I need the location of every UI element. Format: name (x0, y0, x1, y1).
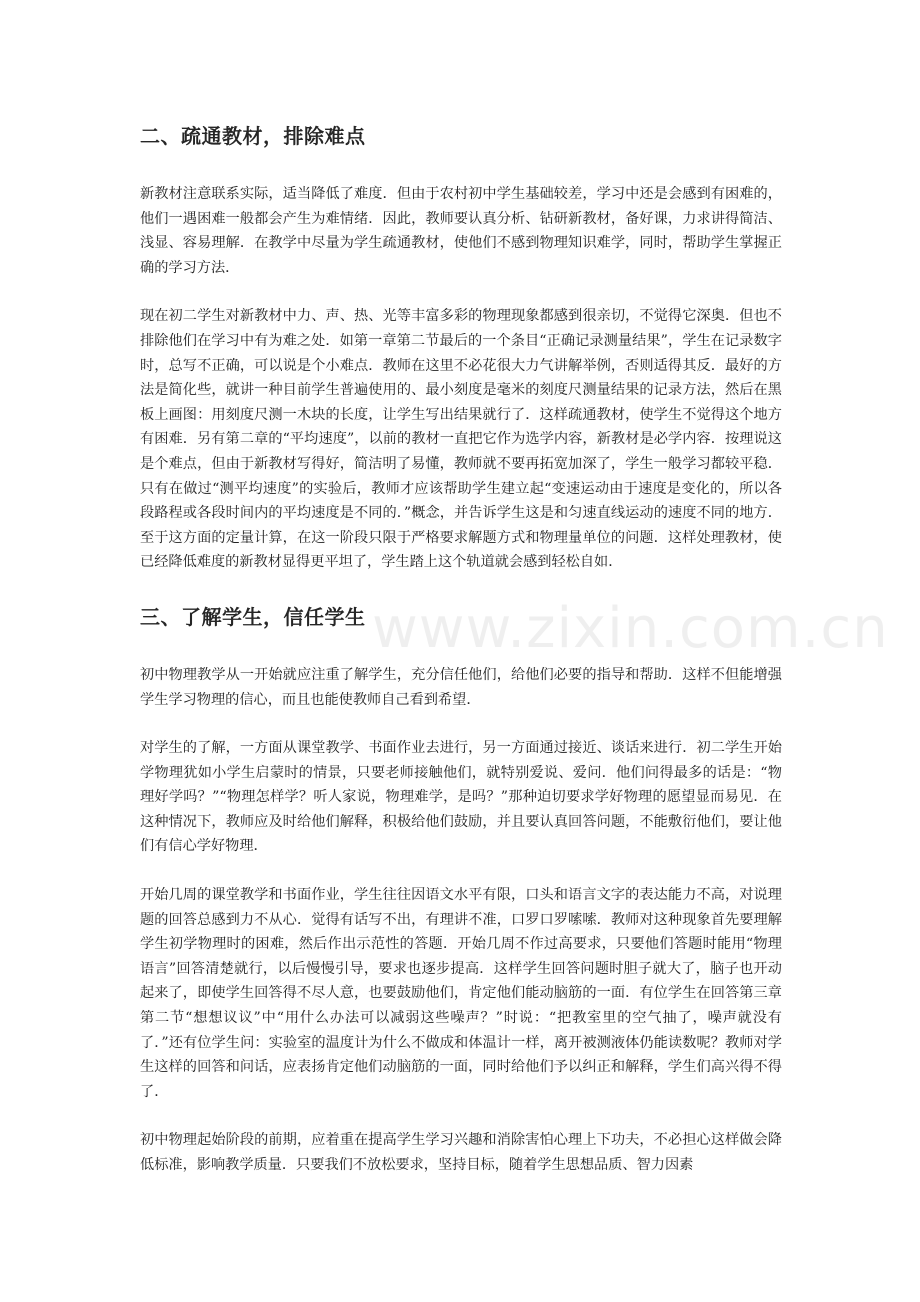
paragraph: 开始几周的课堂教学和书面作业，学生往往因语文水平有限，口头和语言文字的表达能力不高，对说理题的回答总感到力不从心．觉得有话写不出，有理讲不准，口罗口罗嗦嗦．教师对这种现象首先要理解学生初学物理时的困难，然后作出示范性的答题．开始几周不作过高要求，只要他们答题时能用“物理语言”回答清楚就行，以后慢慢引导，要求也逐步提高．这样学生回答问题时胆子就大了，脑子也开动起来了，即使学生回答得不尽人意，也要鼓励他们，肯定他们能动脑筋的一面．有位学生在回答第三章第二节“想想议议”中“用什么办法可以减弱这些噪声？”时说：“把教室里的空气抽了，噪声就没有了．”还有位学生问：实验室的温度计为什么不做成和体温计一样，离开被测液体仍能读数呢？教师对学生这样的回答和问话，应表扬肯定他们动脑筋的一面，同时给他们予以纠正和解释，学生们高兴得不得了． (140, 887, 782, 1100)
paragraph: 初中物理起始阶段的前期，应着重在提高学生学习兴趣和消除害怕心理上下功夫，不必担心这样做会降低标准，影响教学质量．只要我们不放松要求，坚持目标，随着学生思想品质、智力因素 (140, 1132, 782, 1173)
paragraph: 初中物理教学从一开始就应注重了解学生，充分信任他们，给他们必要的指导和帮助．这样不但能增强学生学习物理的信心，而且也能使教师自己看到希望． (140, 666, 782, 708)
document-page (140, 118, 782, 1202)
section-heading: 二、疏通教材，排除难点 (140, 124, 366, 148)
paragraph: 新教材注意联系实际，适当降低了难度．但由于农村初中学生基础较差，学习中还是会感到有困难的，他们一遇困难一般都会产生为难情绪．因此，教师要认真分析、钻研新教材，备好课，力求讲得简洁、浅显、容易理解．在教学中尽量为学生疏通教材，使他们不感到物理知识难学，同时，帮助学生掌握正确的学习方法． (140, 186, 782, 276)
section-heading: 三、了解学生，信任学生 (140, 604, 366, 629)
paragraph: 现在初二学生对新教材中力、声、热、光等丰富多彩的物理现象都感到很亲切，不觉得它深奥．但也不排除他们在学习中有为难之处．如第一章第二节最后的一个条目“正确记录测量结果”，学生在记录数字时，总写不正确，可以说是个小难点．教师在这里不必花很大力气讲解举例，否则适得其反．最好的方法是简化些，就讲一种目前学生普遍使用的、最小刻度是毫米的刻度尺测量结果的记录方法，然后在黑板上画图：用刻度尺测一木块的长度，让学生写出结果就行了．这样疏通教材，使学生不觉得这个地方有困难．另有第二章的“平均速度”，以前的教材一直把它作为选学内容，新教材是必学内容．按理说这是个难点，但由于新教材写得好，简洁明了易懂，教师就不要再拓宽加深了，学生一般学习都较平稳．只有在做过“测平均速度”的实验后，教师才应该帮助学生建立起“变速运动由于速度是变化的，所以各段路程或各段时间内的平均速度是不同的．”概念，并告诉学生这是和匀速直线运动的速度不同的地方．至于这方面的定量计算，在这一阶段只限于严格要求解题方式和物理量单位的问题．这样处理教材，使已经降低难度的新教材显得更平坦了，学生踏上这个轨道就会感到轻松自如． (140, 308, 782, 571)
watermark-text: www.zixin.com.cn (372, 596, 889, 661)
paragraph: 对学生的了解，一方面从课堂教学、书面作业去进行，另一方面通过接近、谈话来进行．初二学生开始学物理犹如小学生启蒙时的情景，只要老师接触他们，就特别爱说、爱问．他们问得最多的话是：“物理好学吗？”“物理怎样学？听人家说，物理难学，是吗？”那种迫切要求学好物理的愿望显而易见．在这种情况下，教师应及时给他们解释，积极给他们鼓励，并且要认真回答问题，不能敷衍他们，要让他们有信心学好物理． (140, 740, 782, 855)
